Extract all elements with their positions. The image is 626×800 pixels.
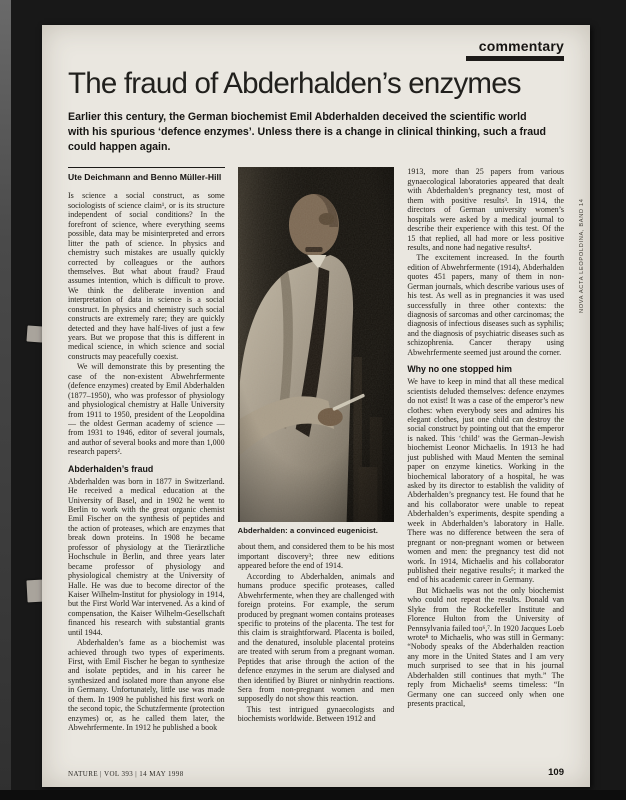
column-right <box>407 167 564 753</box>
subheading-abderhaldens-fraud: Abderhalden’s fraud <box>68 463 154 474</box>
page-number: 109 <box>548 767 564 778</box>
article-columns <box>68 167 564 753</box>
photo-figure <box>238 167 395 535</box>
paragraph: Is science a social construct, as some sociologists of science claim¹, or is its structure independent of social conditions? In the forefront of science, where everything seems possible, data may be misinterpreted and errors litter the path of science. In physics and chemistry such mistakes are usually quickly corrected by colleagues or the authors themselves. But what about fraud? Fraud assumes intention, which is difficult to prove. We think the deliberate invention and interpretation of data in science is a social construct. In physics and chemistry such social constructs are extremely rare; they are quickly detected and they have half-lives of just a few years. But we propose that this is different in medical science, in which science and social constructs may peacefully coexist. <box>68 191 225 361</box>
paragraph: We have to keep in mind that all these medical scientists deluded themselves: defence enzymes do not exist! It was a case of the emperor’s new clothes: when everybody sees and admires his elegant clothes, just one child can destroy the social construct by pointing out that the emperor is naked. This ‘child’ was the German–Jewish biochemist Leonor Michaelis. In 1913 he had just published with Maud Menten the seminal paper on enzyme kinetics. Working in the biochemical laboratory of a hospital, he was asked by its director to establish the validity of Abderhalden’s pregnancy test. He found that he and his collaborator were unable to repeat Abderhalden’s experiments, despite spending a week in Abderhalden’s laboratory in Halle. There was no difference between the sera of pregnant or non-pregnant women or between women and men: the pregnancy test did not work. In 1914, Michaelis and his collaborator published their negative results⁵; it marked the end of his academic career in Germany. <box>407 377 564 585</box>
photo-caption: Abderhalden: a convinced eugenicist. <box>237 526 378 536</box>
abderhalden-photo <box>238 167 395 522</box>
section-label: commentary <box>478 38 564 54</box>
scan-bottom-border <box>0 790 626 800</box>
magazine-page <box>42 25 590 787</box>
subheading-why-no-one-stopped-him: Why no one stopped him <box>407 364 512 375</box>
paragraph: Abderhalden’s fame as a biochemist was achieved through two types of experiments. First, with Emil Fischer he began to synthesize and isolate peptides, and in his career he synthesized and isolated more than anyone else in Germany. Unfortunately, little use was made of them. In 1909 he published his first work on the second topic, the Schutzfermente (protection enzymes) or, as he called them later, the Abwehrfermente. In 1912 he published a book <box>68 638 225 733</box>
section-rule <box>466 56 564 61</box>
page-footer <box>68 767 564 778</box>
paragraph: But Michaelis was not the only biochemist who could not repeat the results. Donald van Slyke from the Rockefeller Institute and Florence Hulton from the University of Pennsylvania failed too⁶,⁷. In 1920 Jacques Loeb wrote⁸ to Michaelis, who was still in Germany: “Nobody speaks of the Abderhalden reaction any more in the United States and I am very much surprised to see that in his journal Abderhalden still continues that myth.” The reply from Michaelis⁸ seems timeless: “In Germany one can succeed only when one presents practical, <box>407 585 564 709</box>
article-title: The fraud of Abderhalden’s enzymes <box>68 67 521 100</box>
paragraph: We will demonstrate this by presenting the case of the non-existent Abwehrfermente (defence enzymes) created by Emil Abderhalden (1877–1950), who was professor of physiology and physiological chemistry at Halle University from 1911 to 1950, president of the Leopoldina — the oldest German academy of science — from 1931 to 1946, editor of several journals, and author of several books and more than 1,000 research papers². <box>68 362 225 457</box>
column-left <box>68 167 225 753</box>
column-middle <box>238 167 395 753</box>
paragraph: The excitement increased. In the fourth edition of Abwehrfermente (1914), Abderhalden quotes 451 papers, many of them in non-German journals, which describe various uses of his test. As well as in pregnancies it was used successfully in three other contexts: the diagnosis of sarcomas and other carcinomas; the diagnosis of infectious diseases such as syphilis; and the diagnosis of psychiatric diseases such as schizophrenia. Cancer therapy using Abwehrfermente seemed just around the corner. <box>407 253 564 357</box>
byline-block <box>68 167 225 182</box>
scanner-edge-strip <box>0 0 11 800</box>
journal-issue-line: NATURE | VOL 393 | 14 MAY 1998 <box>68 770 184 778</box>
page-marker-tab <box>26 580 43 603</box>
section-header <box>68 39 564 61</box>
byline: Ute Deichmann and Benno Müller-Hill <box>68 172 222 183</box>
paragraph: According to Abderhalden, animals and humans produce specific proteases, called Abwehrfermente, when they are challenged with foreign proteins. For example, the serum produced by pregnant women contains proteases specific to proteins of the placenta. The test for this claim is straightforward. Placenta is boiled, and the denatured, insoluble placental proteins are treated with serum from a pregnant woman. Peptides that arise through the action of the defence enzymes in the serum are dialysed and then identified by Biuret or ninhydrin reactions. Sera from non-pregnant women and men supposedly do not show this reaction. <box>237 571 395 704</box>
paragraph: Abderhalden was born in 1877 in Switzerland. He received a medical education at the University of Basel, and in 1902 he went to Berlin to work with the great organic chemist Emil Fischer on the synthesis of peptides and the action of proteases, which are enzymes that break down proteins. In 1908 he became professor of physiology at the Tierärztliche Hochschule in Berlin, and three years later became professor of physiology and physiological chemistry at the University of Halle. He was due to become director of the Kaiser Wilhelm-Institut for physiology in 1914, but the First World War intervened. As a kind of compensation, the Kaiser Wilhelm-Gesellschaft financed his research with substantial grants until 1944. <box>68 476 225 637</box>
photo-credit: NOVA ACTA LEOPOLDINA, BAND 14 <box>579 198 585 313</box>
paragraph: about them, and considered them to be his most important discovery³; three new editions appeared before the end of 1914. <box>237 542 395 571</box>
paragraph: 1913, more than 25 papers from various gynaecological laboratories appeared that dealt with Abderhalden’s pregnancy test, most of them with positive results³. In 1914, the directors of German university women’s hospitals were asked by a medical journal to describe their experience with this test. Of the 15 that replied, all had more or less positive results, and none had negative results⁴. <box>407 167 564 252</box>
standfirst: Earlier this century, the German biochemist Emil Abderhalden deceived the scientific world with his spurious ‘defence enzymes’. Unless there is a change in clinical thinking, such a fraud could happen again. <box>68 110 547 153</box>
page-marker-tab <box>26 325 43 342</box>
paragraph: This test intrigued gynaecologists and biochemists worldwide. Between 1912 and <box>237 704 395 724</box>
